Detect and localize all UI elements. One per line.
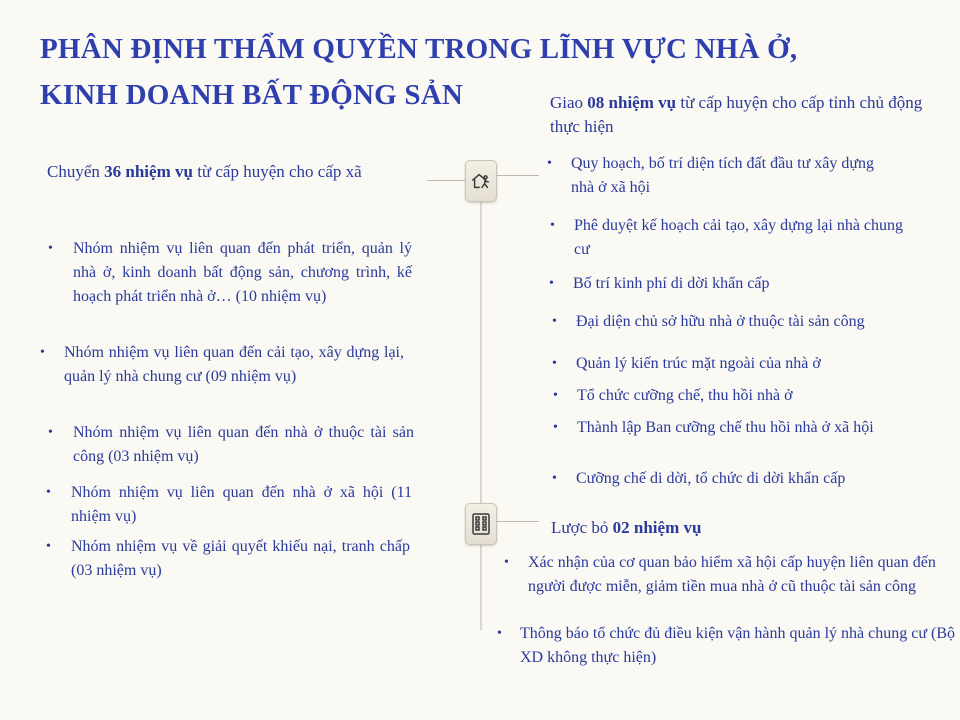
- right-top-item-7: [553, 416, 923, 440]
- title-line-2: KINH DOANH BẤT ĐỘNG SẢN: [40, 79, 464, 111]
- bullet: •: [46, 539, 51, 554]
- right-top-item-2: [550, 214, 920, 262]
- right-bottom-item-1: [504, 551, 959, 599]
- right-top-item-text: Quản lý kiến trúc mặt ngoài của nhà ở: [576, 355, 821, 372]
- right-top-item-3: [549, 272, 919, 296]
- left-item-text: Nhóm nhiệm vụ liên quan đến phát triển, quản lý nhà ở, kinh doanh bất động sản, chương trình, kế hoạch phát triển nhà ở… (10 nhiệm vụ): [73, 240, 412, 305]
- right-top-heading-pre: Giao: [550, 93, 584, 112]
- right-top-heading-post: từ cấp huyện cho cấp tỉnh chủ động thực hiện: [550, 93, 923, 136]
- bullet: •: [504, 555, 509, 570]
- right-top-heading-count: 08 nhiệm vụ: [587, 93, 677, 112]
- right-bottom-item-text: Xác nhận của cơ quan bảo hiểm xã hội cấp huyện liên quan đến người được miễn, giảm tiền mua nhà ở cũ thuộc tài sản công: [528, 554, 936, 595]
- right-top-item-8: [552, 467, 932, 491]
- left-item-text: Nhóm nhiệm vụ về giải quyết khiếu nại, tranh chấp (03 nhiệm vụ): [71, 538, 410, 579]
- right-bottom-item-text: Thông báo tổ chức đủ điều kiện vận hành quản lý nhà chung cư (Bộ XD không thực hiện): [520, 625, 956, 666]
- right-top-item-text: Quy hoạch, bố trí diện tích đất đầu tư xây dựng nhà ở xã hội: [571, 155, 875, 196]
- left-heading: [47, 160, 427, 184]
- bullet: •: [552, 471, 557, 486]
- right-bottom-heading-count: 02 nhiệm vụ: [612, 518, 702, 537]
- right-top-item-text: Bố trí kinh phí di dời khẩn cấp: [573, 275, 770, 292]
- left-heading-pre: Chuyển: [47, 162, 100, 181]
- title-line-1: PHÂN ĐỊNH THẨM QUYỀN TRONG LĨNH VỰC NHÀ Ở,: [40, 33, 798, 65]
- bullet: •: [46, 485, 51, 500]
- connector-left: [427, 180, 465, 181]
- bullet: •: [552, 314, 557, 329]
- left-item-4: [46, 481, 412, 529]
- bullet: •: [553, 388, 558, 403]
- right-top-item-4: [552, 310, 932, 334]
- left-item-2: [40, 341, 404, 389]
- bullet: •: [48, 241, 53, 256]
- left-heading-count: 36 nhiệm vụ: [104, 162, 193, 181]
- left-heading-post: từ cấp huyện cho cấp xã: [197, 162, 362, 181]
- left-item-3: [48, 421, 414, 469]
- connector-bottom: [497, 521, 539, 522]
- right-top-item-text: Đại diện chủ sở hữu nhà ở thuộc tài sản công: [576, 313, 865, 330]
- connector-right: [497, 175, 539, 176]
- right-top-item-6: [553, 384, 933, 408]
- bullet: •: [553, 420, 558, 435]
- left-item-5: [46, 535, 410, 583]
- right-bottom-heading: [551, 516, 911, 540]
- right-top-heading: [550, 91, 950, 139]
- left-item-text: Nhóm nhiệm vụ liên quan đến nhà ở thuộc tài sản công (03 nhiệm vụ): [73, 424, 414, 465]
- right-top-item-text: Thành lập Ban cưỡng chế thu hồi nhà ở xã hội: [577, 419, 874, 436]
- right-top-item-1: [547, 152, 917, 200]
- bullet: •: [40, 345, 45, 360]
- bullet: •: [48, 425, 53, 440]
- bullet: •: [497, 626, 502, 641]
- house-transfer-icon: [465, 160, 497, 202]
- bullet: •: [550, 218, 555, 233]
- right-bottom-heading-pre: Lược bỏ: [551, 518, 609, 537]
- bullet: •: [547, 156, 552, 171]
- timeline-line: [480, 200, 482, 630]
- left-item-text: Nhóm nhiệm vụ liên quan đến cải tạo, xây dựng lại, quản lý nhà chung cư (09 nhiệm vụ): [64, 344, 404, 385]
- right-top-item-text: Tổ chức cưỡng chế, thu hồi nhà ở: [577, 387, 793, 404]
- bullet: •: [549, 276, 554, 291]
- right-top-item-text: Phê duyệt kế hoạch cải tạo, xây dựng lại nhà chung cư: [574, 217, 904, 258]
- right-bottom-item-2: [497, 622, 957, 670]
- building-icon: [465, 503, 497, 545]
- left-item-1: [48, 237, 412, 309]
- left-item-text: Nhóm nhiệm vụ liên quan đến nhà ở xã hội (11 nhiệm vụ): [71, 484, 412, 525]
- bullet: •: [552, 356, 557, 371]
- right-top-item-text: Cưỡng chế di dời, tổ chức di dời khẩn cấp: [576, 470, 846, 487]
- right-top-item-5: [552, 352, 932, 376]
